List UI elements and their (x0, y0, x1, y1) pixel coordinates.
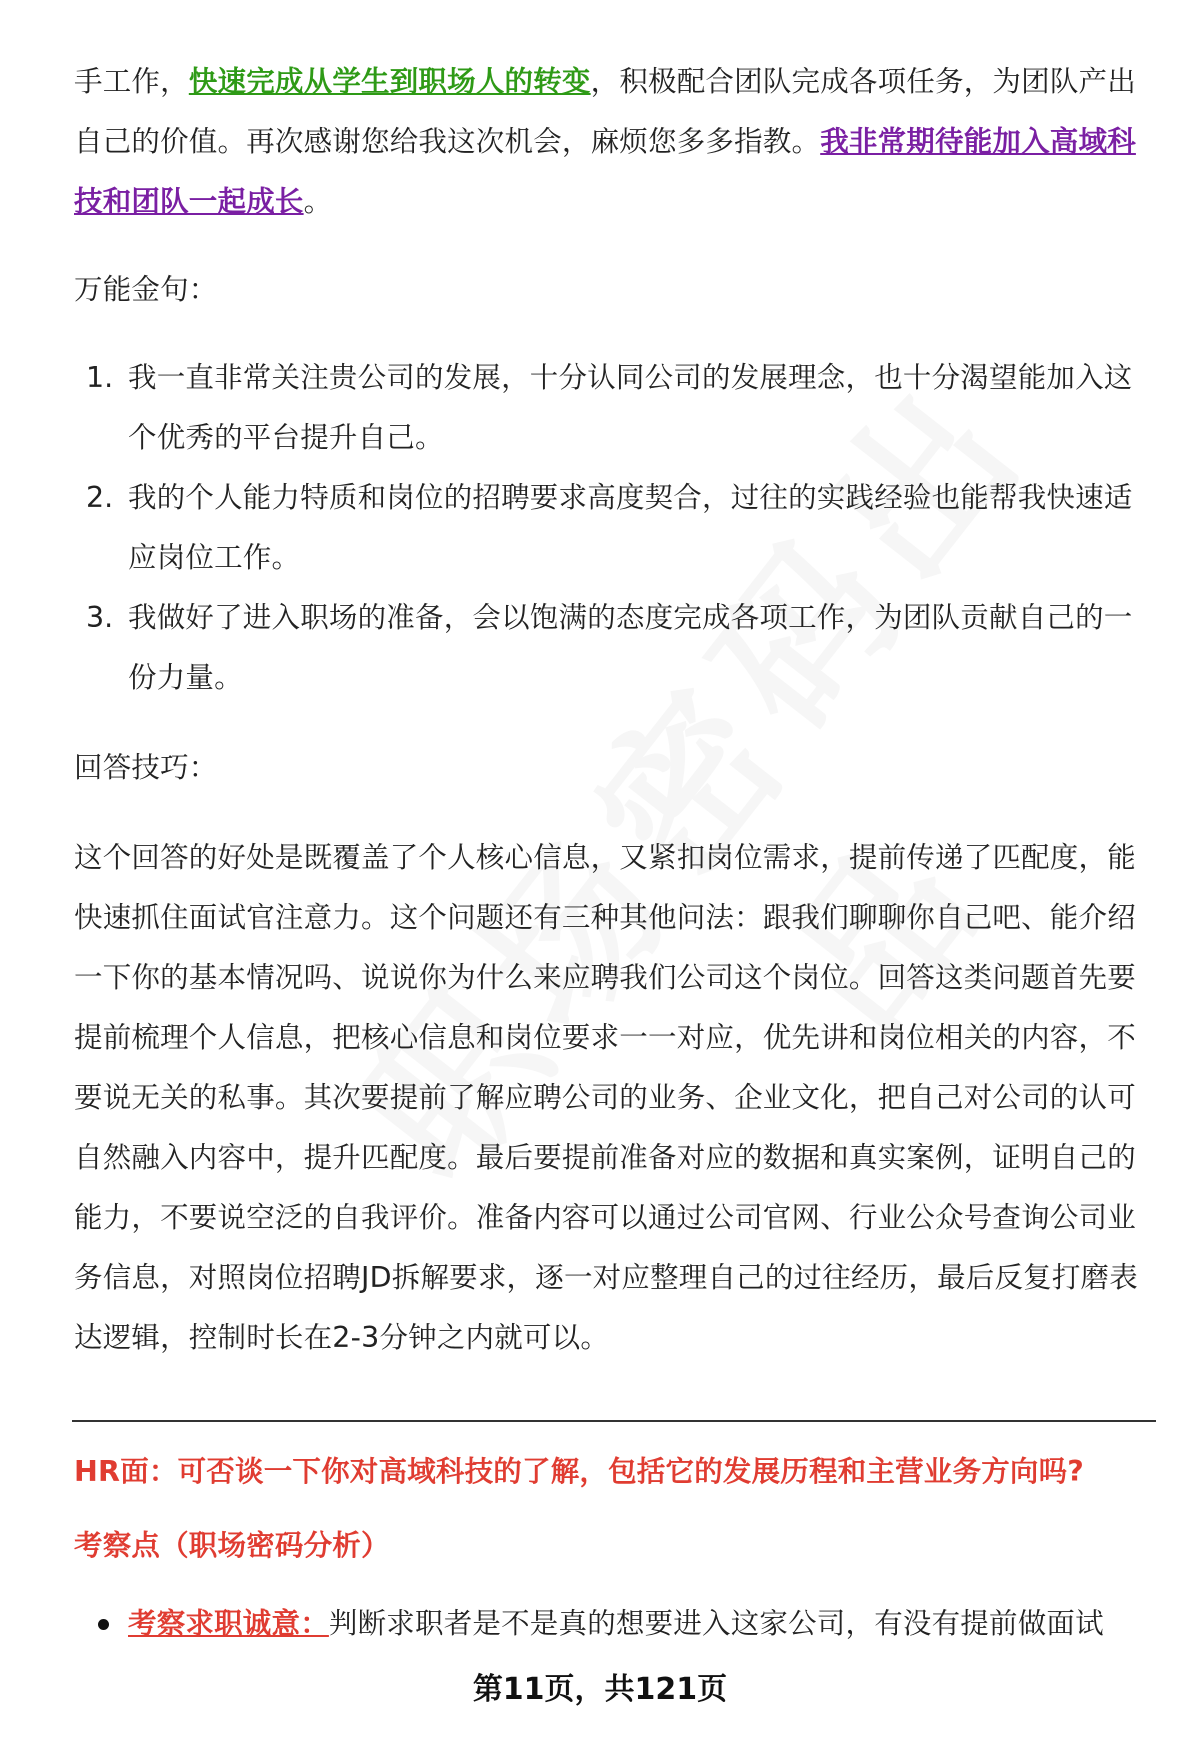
list-item-text: 我一直非常关注贵公司的发展，十分认同公司的发展理念，也十分渴望能加入这个优秀的平台提升自己。 (128, 361, 1133, 454)
document-page (74, 52, 1154, 1654)
list-item-text: 我的个人能力特质和岗位的招聘要求高度契合，过往的实践经验也能帮我快速适应岗位工作。 (128, 481, 1133, 574)
bullet-label: 考察求职诚意： (128, 1607, 329, 1640)
bullet-item (74, 1594, 1154, 1654)
page-footer: 第11页，共121页 (472, 1672, 728, 1707)
list-number: 2. (86, 481, 114, 514)
bullet-dot-icon (98, 1619, 109, 1630)
assessment-heading: 考察点（职场密码分析） (74, 1529, 390, 1562)
closing-text-3: 。 (303, 185, 333, 218)
closing-text-2: ，积极配合团队完成各项任务，为团队产出自己的价值。再次感谢您给我这次机会，麻烦您多多指教。 (74, 65, 1136, 158)
highlight-green: 快速完成从学生到职场人的转变 (188, 65, 591, 98)
list-number: 1. (86, 361, 114, 394)
tips-heading: 回答技巧： (74, 751, 218, 784)
tips-paragraph: 这个回答的好处是既覆盖了个人核心信息，又紧扣岗位需求，提前传递了匹配度，能快速抓住面试官注意力。这个问题还有三种其他问法：跟我们聊聊你自己吧、能介绍一下你的基本情况吗、说说你为什么来应聘我们公司这个岗位。回答这类问题首先要提前梳理个人信息，把核心信息和岗位要求一一对应，优先讲和岗位相关的内容，不要说无关的私事。其次要提前了解应聘公司的业务、企业文化，把自己对公司的认可自然融入内容中，提升匹配度。最后要提前准备对应的数据和真实案例，证明自己的能力，不要说空泛的自我评价。准备内容可以通过公司官网、行业公众号查询公司业务信息，对照岗位招聘JD拆解要求，逐一对应整理自己的过往经历，最后反复打磨表达逻辑，控制时长在2-3分钟之内就可以。 (74, 841, 1138, 1354)
golden-list (74, 348, 1154, 708)
golden-heading: 万能金句： (74, 273, 218, 306)
list-item-text: 我做好了进入职场的准备，会以饱满的态度完成各项工作，为团队贡献自己的一份力量。 (128, 601, 1133, 694)
closing-text-1: 手工作， (74, 65, 189, 98)
highlight-purple: 我非常期待能加入高域科技和团队一起成长 (74, 125, 1136, 218)
hr-question: HR面：可否谈一下你对高域科技的了解，包括它的发展历程和主营业务方向吗? (74, 1455, 1085, 1488)
list-item (74, 588, 1154, 708)
list-number: 3. (86, 601, 114, 634)
list-item (74, 348, 1154, 468)
section-divider (72, 1420, 1156, 1422)
list-item (74, 468, 1154, 588)
bullet-text: 判断求职者是不是真的想要进入这家公司，有没有提前做面试 (328, 1607, 1104, 1640)
closing-paragraph (74, 52, 1154, 232)
